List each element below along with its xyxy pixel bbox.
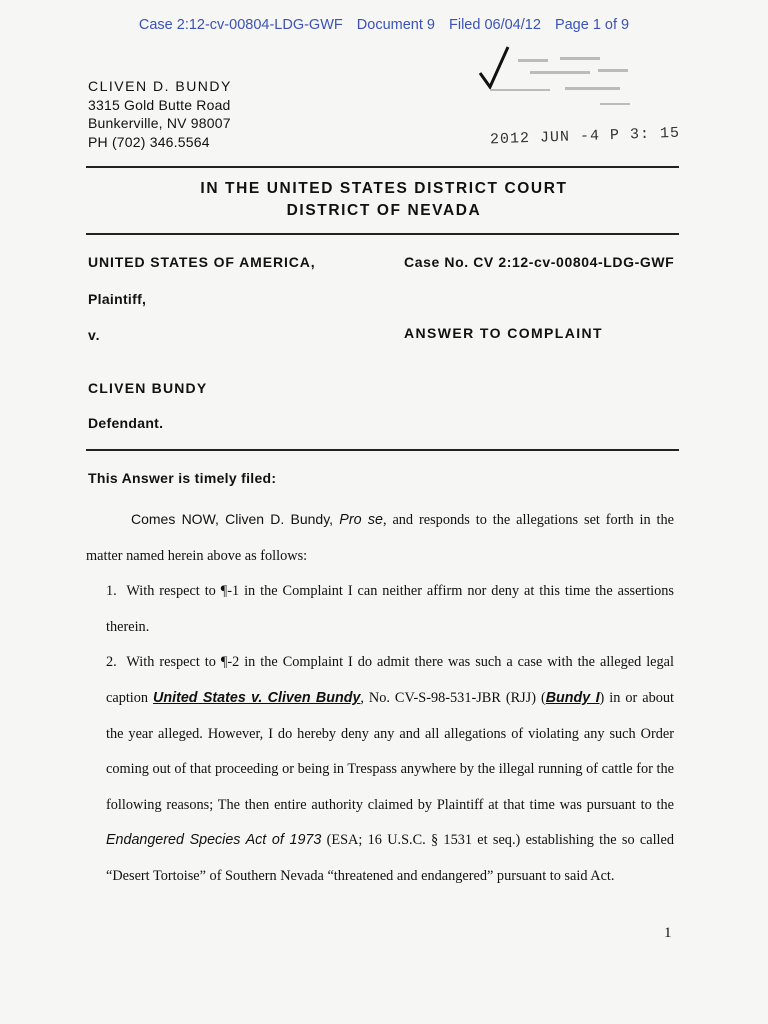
versus: v. <box>88 327 101 343</box>
document-title: ANSWER TO COMPLAINT <box>404 325 604 341</box>
divider-mid <box>86 233 679 235</box>
divider-top <box>86 166 679 168</box>
party-name: CLIVEN D. BUNDY <box>88 78 232 94</box>
stamp-date: 2012 JUN -4 P 3: 15 <box>489 124 681 149</box>
defendant-name: CLIVEN BUNDY <box>88 380 208 396</box>
phone-number: PH (702) 346.5564 <box>88 133 210 150</box>
header-case-number: Case 2:12-cv-00804-LDG-GWF <box>138 17 343 33</box>
case-number: Case No. CV 2:12-cv-00804-LDG-GWF <box>404 254 675 270</box>
defendant-role: Defendant. <box>88 415 164 431</box>
case-short-name: Bundy I <box>545 689 600 706</box>
plaintiff-name: UNITED STATES OF AMERICA, <box>88 254 316 270</box>
header-page: Page 1 of 9 <box>554 17 630 33</box>
response-item-2: 2. With respect to ¶-2 in the Complaint I do admit there was such a case with the alleged legal caption United States v. Cliven Bundy, No. CV-S-98-531-JBR (RJJ) (Bundy I) in or about the year alleged. However, I do hereby deny any and all allegations of violating any such Order coming out of that proceeding or being in Trespass anywhere by the illegal running of cattle for the following reasons; The then entire authority claimed by Plaintiff at that time was pursuant to the Endangered Species Act of 1973 (ESA; 16 U.S.C. § 1531 et seq.) establishing the so called “Desert Tortoise” of Southern Nevada “threatened and endangered” pursuant to said Act. <box>106 654 675 884</box>
plaintiff-role: Plaintiff, <box>88 291 147 307</box>
checkmark-icon <box>480 47 508 87</box>
opening-paragraph: Comes NOW, Cliven D. Bundy, Pro se, and responds to the allegations set forth in the matter named herein above as follows: <box>86 511 675 564</box>
header-filed-date: Filed 06/04/12 <box>449 17 541 33</box>
court-district: DISTRICT OF NEVADA <box>286 202 482 219</box>
header-document: Document 9 <box>356 17 435 33</box>
court-name: IN THE UNITED STATES DISTRICT COURT <box>200 180 568 197</box>
address-block <box>88 77 232 151</box>
answer-body <box>86 502 674 895</box>
divider-bottom <box>86 449 679 451</box>
street-address: 3315 Gold Butte Road <box>88 96 231 113</box>
case-citation: United States v. Cliven Bundy <box>153 689 361 706</box>
answer-intro: This Answer is timely filed: <box>88 470 277 486</box>
response-item-1: 1. With respect to ¶-1 in the Complaint I can neither affirm nor deny at this time the assertions therein. <box>106 583 674 635</box>
page-number: 1 <box>664 925 672 941</box>
court-title <box>0 178 768 222</box>
act-name: Endangered Species Act of 1973 <box>106 832 322 849</box>
city-state-zip: Bunkerville, NV 98007 <box>88 115 231 131</box>
ecf-header <box>0 17 768 33</box>
